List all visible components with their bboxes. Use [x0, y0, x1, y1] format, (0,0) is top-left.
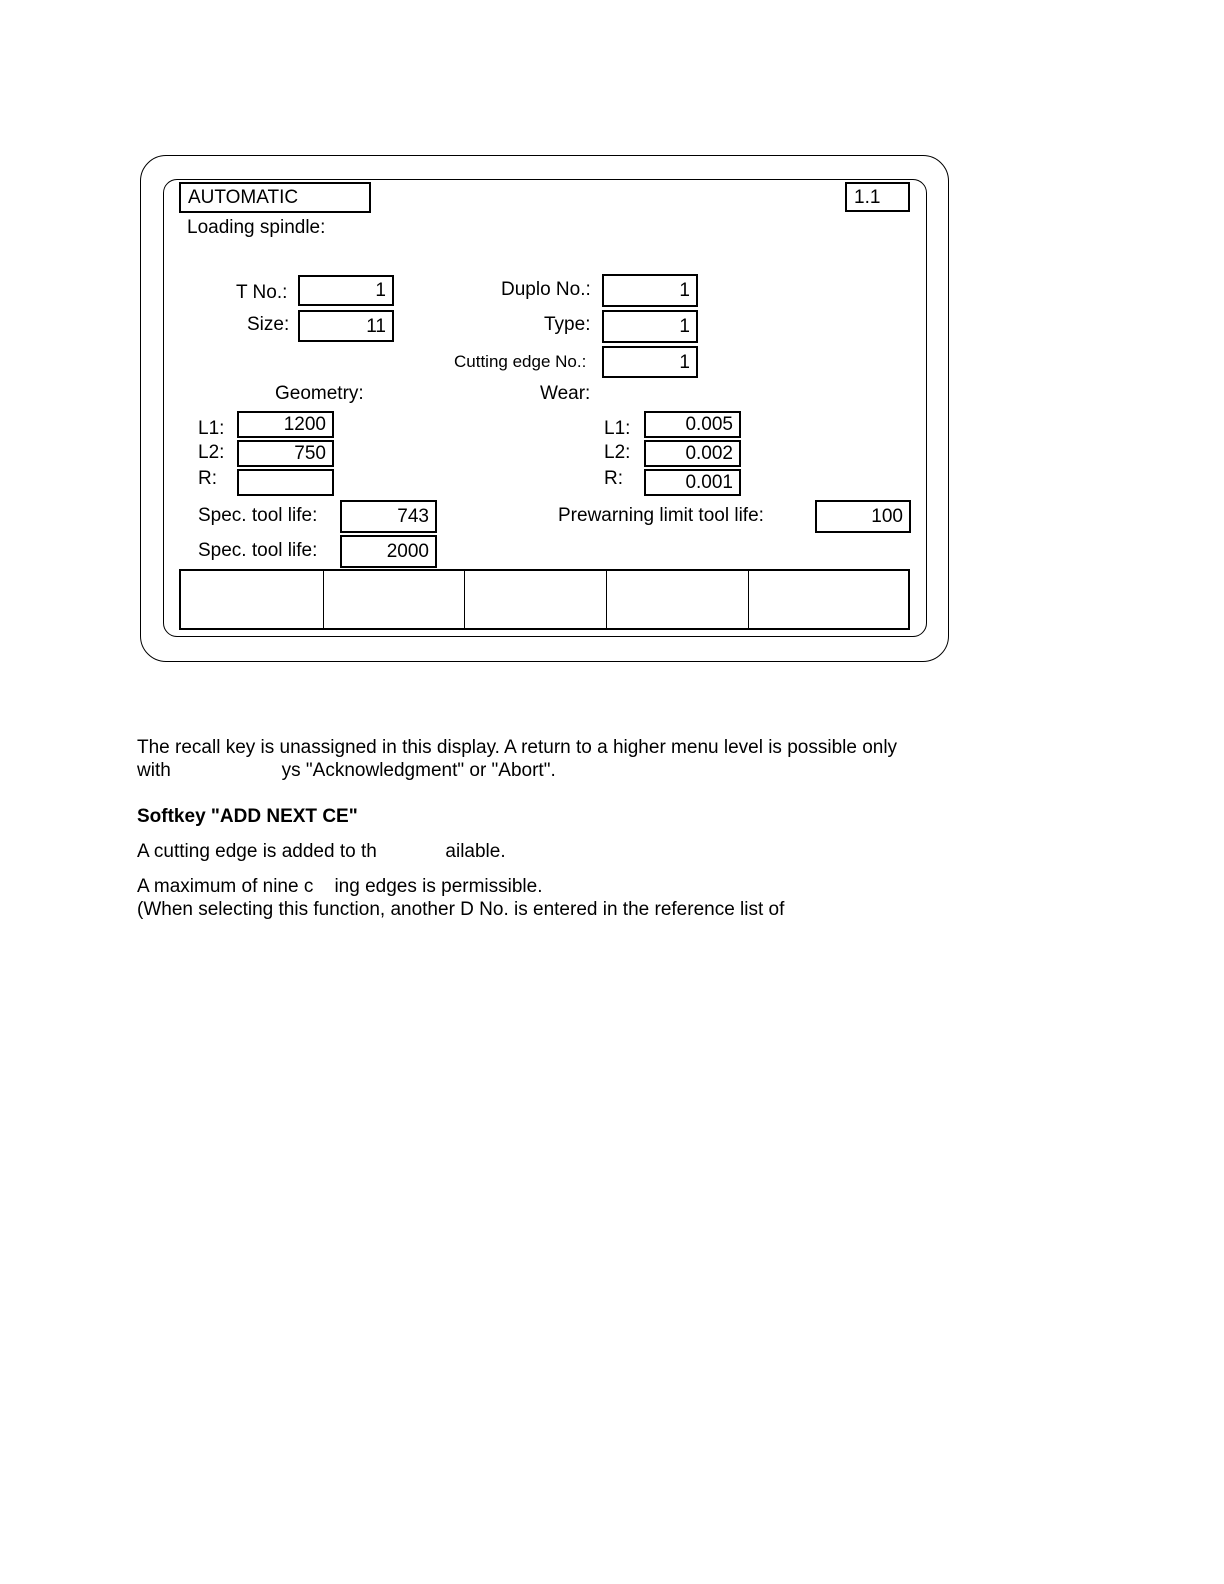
spec-tool-life-label-1: Spec. tool life:	[198, 505, 318, 526]
cutting-edge-no-field[interactable]: 1	[602, 346, 698, 378]
prewarning-limit-field[interactable]: 100	[815, 500, 911, 533]
t-no-field[interactable]: 1	[298, 275, 394, 306]
softkey-5[interactable]	[749, 571, 908, 628]
wear-l2-label: L2:	[604, 442, 631, 463]
wear-l1-field[interactable]: 0.005	[644, 411, 741, 438]
softkey-2[interactable]	[324, 571, 465, 628]
softkey-3[interactable]	[465, 571, 607, 628]
paragraph-3-line-2: (When selecting this function, another D No. is entered in the reference list of	[137, 899, 785, 920]
geometry-l2-label: L2:	[198, 442, 225, 463]
duplo-no-field[interactable]: 1	[602, 274, 698, 307]
size-label: Size:	[247, 314, 290, 335]
softkey-4[interactable]	[607, 571, 749, 628]
type-label: Type:	[544, 314, 591, 335]
geometry-l1-field[interactable]: 1200	[237, 411, 334, 438]
wear-l1-label: L1:	[604, 418, 631, 439]
geometry-l2-field[interactable]: 750	[237, 440, 334, 467]
spec-tool-life-field-1[interactable]: 743	[340, 500, 437, 533]
softkey-bar	[179, 569, 910, 630]
t-no-label: T No.:	[236, 282, 288, 303]
spec-tool-life-label-2: Spec. tool life:	[198, 540, 318, 561]
subtitle: Loading spindle:	[187, 217, 326, 238]
geometry-l1-label: L1:	[198, 418, 225, 439]
geometry-heading: Geometry:	[275, 383, 364, 404]
paragraph-3-line-1: A maximum of nine c ing edges is permissible.	[137, 876, 543, 897]
wear-heading: Wear:	[540, 383, 591, 404]
section-heading: Softkey "ADD NEXT CE"	[137, 806, 358, 827]
type-field[interactable]: 1	[602, 310, 698, 343]
wear-l2-field[interactable]: 0.002	[644, 440, 741, 467]
paragraph-1-line-1: The recall key is unassigned in this display. A return to a higher menu level is possible only	[137, 737, 898, 758]
prewarning-limit-label: Prewarning limit tool life:	[558, 505, 764, 526]
geometry-r-label: R:	[198, 468, 217, 489]
wear-r-label: R:	[604, 468, 623, 489]
softkey-1[interactable]	[181, 571, 324, 628]
page-number: 1.1	[845, 182, 910, 212]
wear-r-field[interactable]: 0.001	[644, 469, 741, 496]
geometry-r-field[interactable]	[237, 469, 334, 496]
duplo-no-label: Duplo No.:	[501, 279, 591, 300]
size-field[interactable]: 11	[298, 310, 394, 342]
spec-tool-life-field-2[interactable]: 2000	[340, 535, 437, 568]
paragraph-2: A cutting edge is added to th ailable.	[137, 841, 506, 862]
paragraph-1-line-2: with ys "Acknowledgment" or "Abort".	[137, 760, 556, 781]
cutting-edge-no-label: Cutting edge No.:	[454, 352, 587, 371]
mode-display: AUTOMATIC	[179, 182, 371, 213]
